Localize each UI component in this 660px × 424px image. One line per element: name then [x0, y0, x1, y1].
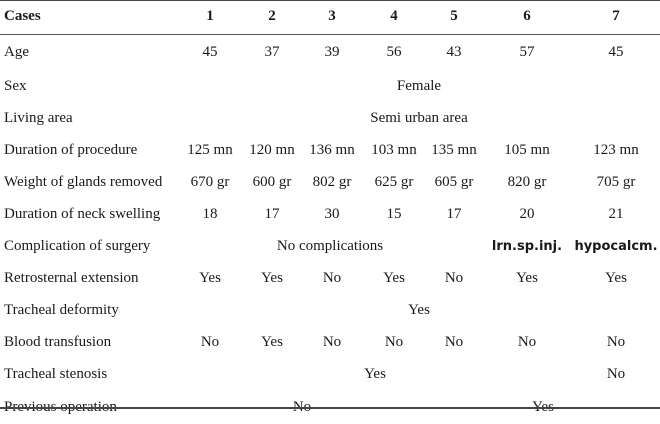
- table-cell: 705 gr: [596, 173, 636, 190]
- table-row-tracheal-deformity: [0, 294, 660, 326]
- table-cell: 136 mn: [309, 141, 355, 158]
- row-label: Weight of glands removed: [4, 173, 163, 190]
- table-cell: Yes: [605, 269, 627, 286]
- row-label: Tracheal deformity: [4, 301, 119, 318]
- table-bottom-rule: [0, 407, 660, 409]
- table-cell: 56: [386, 43, 402, 60]
- row-label: Sex: [4, 77, 27, 94]
- table-cell: No: [384, 333, 404, 350]
- header-case-6: 6: [482, 0, 572, 34]
- table-header-row: [0, 0, 660, 34]
- row-label: Tracheal stenosis: [4, 365, 108, 382]
- table-cell: No: [200, 333, 220, 350]
- table-row-retrosternal: [0, 262, 660, 294]
- table-cell: 17: [446, 205, 462, 222]
- table-cell: Yes: [516, 269, 538, 286]
- table-cell: 30: [324, 205, 340, 222]
- row-label: Blood transfusion: [4, 333, 112, 350]
- table-cell: 123 mn: [593, 141, 639, 158]
- table-cell: Yes: [261, 333, 283, 350]
- table-cell: 605 gr: [434, 173, 474, 190]
- table-cell: 820 gr: [507, 173, 547, 190]
- table-cell: 125 mn: [187, 141, 233, 158]
- table-cell: 17: [264, 205, 280, 222]
- row-label: Duration of procedure: [4, 141, 138, 158]
- table-cell: hypocalcm.: [574, 238, 658, 254]
- table-row-duration-swelling: [0, 198, 660, 230]
- row-label: Living area: [4, 109, 73, 126]
- table-cell: 45: [608, 43, 624, 60]
- table-row-duration-procedure: [0, 134, 660, 166]
- header-case-4: 4: [362, 0, 426, 34]
- table-cell-merged: Semi urban area: [370, 109, 468, 126]
- table-cell: No: [322, 333, 342, 350]
- table-cell: 20: [519, 205, 535, 222]
- header-case-3: 3: [302, 0, 362, 34]
- header-case-1: 1: [178, 0, 242, 34]
- table-cell-merged: No complications: [276, 237, 384, 254]
- table-cell: 625 gr: [374, 173, 414, 190]
- table-cell: 600 gr: [252, 173, 292, 190]
- table-cell: No: [606, 333, 626, 350]
- table-cell: 39: [324, 43, 340, 60]
- table-cell: 57: [519, 43, 535, 60]
- table-cell: No: [322, 269, 342, 286]
- table-cell: 135 mn: [431, 141, 477, 158]
- table-cell: No: [444, 269, 464, 286]
- table-cell: 105 mn: [504, 141, 550, 158]
- table-cell: No: [517, 333, 537, 350]
- header-case-2: 2: [242, 0, 302, 34]
- table-cell: Yes: [199, 269, 221, 286]
- table-cell: 45: [202, 43, 218, 60]
- table-cell-merged: Yes: [364, 365, 386, 382]
- table-cell: 120 mn: [249, 141, 295, 158]
- table-cell: 670 gr: [190, 173, 230, 190]
- table-cell-merged: Female: [396, 77, 442, 94]
- table-cell: No: [606, 365, 626, 382]
- table-cell: Yes: [383, 269, 405, 286]
- table-cell: 43: [446, 43, 462, 60]
- table-cell: 18: [202, 205, 218, 222]
- table-row-living-area: [0, 102, 660, 134]
- table-cell: 37: [264, 43, 280, 60]
- table-cell: 103 mn: [371, 141, 417, 158]
- table-row-weight-glands: [0, 166, 660, 198]
- table-row-age: [0, 34, 660, 70]
- row-label: Complication of surgery: [4, 237, 151, 254]
- row-label: Age: [4, 43, 29, 60]
- header-case-5: 5: [426, 0, 482, 34]
- table-cell-merged: Yes: [408, 301, 430, 318]
- table-cell: 802 gr: [312, 173, 352, 190]
- table-cell: 21: [608, 205, 624, 222]
- header-case-7: 7: [572, 0, 660, 34]
- row-label: Retrosternal extension: [4, 269, 139, 286]
- table-row-blood-transfusion: [0, 326, 660, 358]
- header-cases: Cases: [0, 0, 178, 34]
- table-row-complication: [0, 230, 660, 262]
- table-cell: lrn.sp.inj.: [491, 238, 563, 254]
- row-label: Duration of neck swelling: [4, 205, 161, 222]
- table-row-tracheal-stenosis: [0, 358, 660, 390]
- table-cell: 15: [386, 205, 402, 222]
- table-cell: Yes: [261, 269, 283, 286]
- table-cell: No: [444, 333, 464, 350]
- table-row-sex: [0, 70, 660, 102]
